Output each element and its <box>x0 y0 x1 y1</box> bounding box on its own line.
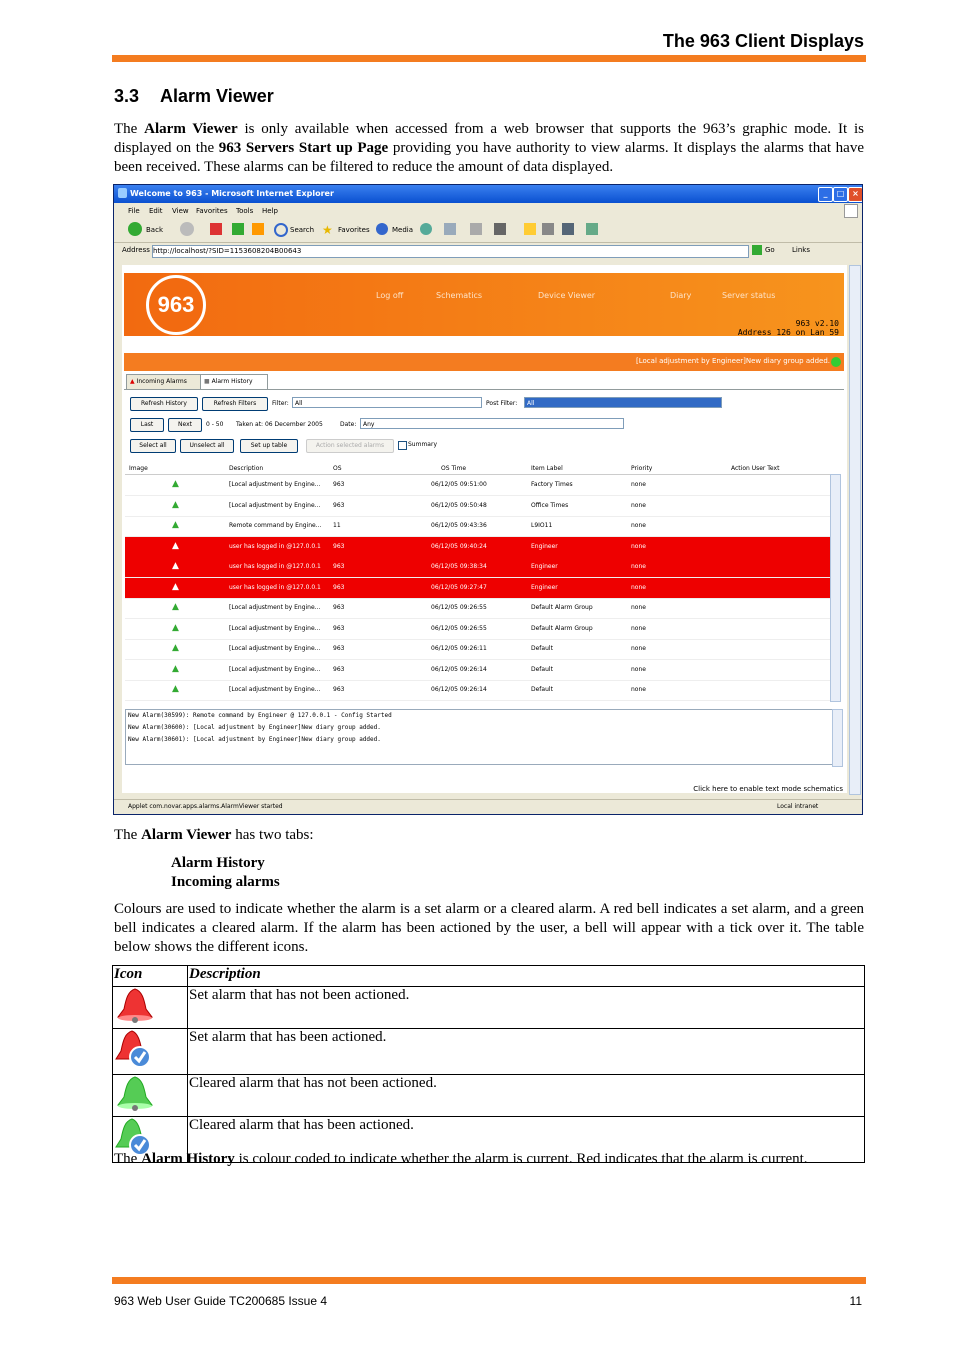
table-scrollbar[interactable] <box>830 474 841 702</box>
select-all-button[interactable]: Select all <box>130 439 176 453</box>
taken-at-label: Taken at: 06 December 2005 <box>236 421 323 428</box>
research-icon[interactable] <box>562 223 574 235</box>
go-icon[interactable] <box>752 245 762 255</box>
console-line: New Alarm(30599): Remote command by Engineer @ 127.0.0.1 - Config Started <box>128 712 392 719</box>
cell-desc: Remote command by Engine... <box>229 522 322 529</box>
cell-os: 963 <box>333 583 345 591</box>
intro-paragraph: The Alarm Viewer is only available when accessed from a web browser that supports the 963’s graphic mode. It is displayed on the 963 Servers Start up Page providing you have authority to view alarms. It displays the alarms that have been received. These alarms can be filtered to reduce the amount of data displayed. <box>114 121 864 175</box>
header-rule <box>112 55 866 62</box>
cell-os: 963 <box>333 563 345 570</box>
date-label: Date: <box>340 421 357 428</box>
folder-icon[interactable] <box>524 223 536 235</box>
go-label[interactable]: Go <box>765 246 775 254</box>
refresh-icon[interactable] <box>232 223 244 235</box>
alarm-status-bar <box>124 353 844 371</box>
menu-help[interactable]: Help <box>262 207 278 215</box>
status-dot-icon <box>831 357 841 367</box>
table-row[interactable] <box>125 496 830 517</box>
banner-white-strip <box>124 336 844 351</box>
tab-name-incoming-alarms: Incoming alarms <box>171 874 280 890</box>
console-line: New Alarm(30600): [Local adjustment by Engineer]New diary group added. <box>128 724 381 731</box>
cell-item: Default Alarm Group <box>531 624 593 632</box>
footer-rule <box>112 1277 866 1284</box>
tab-name-alarm-history: Alarm History <box>171 855 265 871</box>
table-row[interactable] <box>125 557 830 578</box>
red-bell-icon <box>114 987 156 1023</box>
cell-item: Factory Times <box>531 481 573 488</box>
red-bell-icon: ▲ <box>172 540 179 551</box>
green-bell-icon: ▲ <box>172 684 179 694</box>
red-bell-tick-icon <box>114 1029 156 1069</box>
cell-item: Office Times <box>531 501 569 509</box>
col-os-time[interactable]: OS Time <box>441 465 467 472</box>
cell-desc: [Local adjustment by Engine... <box>229 645 321 652</box>
media-label[interactable]: Media <box>392 226 414 234</box>
browser-window-screenshot <box>113 184 863 815</box>
cell-desc: [Local adjustment by Engine... <box>229 501 321 509</box>
post-filter-label: Post Filter: <box>486 400 518 407</box>
table-row[interactable] <box>125 537 830 558</box>
set-up-table-button[interactable]: Set up table <box>240 439 298 453</box>
bell-icon: ▲ <box>130 378 135 385</box>
window-title: Welcome to 963 - Microsoft Internet Explorer <box>130 189 334 198</box>
cell-time: 06/12/05 09:26:11 <box>431 645 487 652</box>
discuss-icon[interactable] <box>586 223 598 235</box>
post-filter-select[interactable]: All <box>524 397 722 408</box>
cell-item: Default <box>531 645 553 652</box>
summary-label: Summary <box>408 441 437 448</box>
cell-item: L9IO11 <box>531 522 553 529</box>
app-banner <box>124 273 844 336</box>
section-number: 3.3 <box>114 86 140 106</box>
icon-table <box>112 965 865 1163</box>
cell-pri: none <box>631 686 646 693</box>
red-bell-icon: ▲ <box>172 561 179 571</box>
cell-pri: none <box>631 501 646 509</box>
date-select[interactable]: Any <box>360 418 624 429</box>
summary-checkbox[interactable] <box>398 441 407 450</box>
footer-doc-title: 963 Web User Guide TC200685 Issue 4 <box>114 1294 328 1308</box>
cell-time: 06/12/05 09:26:55 <box>431 624 487 632</box>
browser-status-bar <box>114 799 862 815</box>
nav-server-status[interactable]: Server status <box>722 291 776 300</box>
address-input[interactable]: http://localhost/?SID=1153608204B00643 <box>152 245 749 258</box>
table-row[interactable] <box>125 619 830 640</box>
cell-item: Engineer <box>531 583 558 591</box>
table-row[interactable] <box>125 578 830 599</box>
zone-label: Local intranet <box>777 803 819 810</box>
page-scrollbar[interactable] <box>849 265 861 795</box>
console-scrollbar[interactable] <box>832 709 843 767</box>
maximize-icon[interactable]: □ <box>833 187 848 202</box>
cell-time: 06/12/05 09:26:14 <box>431 686 487 693</box>
green-bell-icon <box>114 1075 156 1111</box>
cell-desc: user has logged in @127.0.0.1 <box>229 542 321 550</box>
applet-status: Applet com.novar.apps.alarms.AlarmViewer started <box>128 803 283 810</box>
window-titlebar <box>114 185 862 203</box>
running-header: The 963 Client Displays <box>662 31 864 51</box>
nav-device-viewer[interactable]: Device Viewer <box>538 291 596 300</box>
tab-incoming-alarms[interactable]: ▲ Incoming Alarms <box>126 374 202 389</box>
text-mode-link[interactable]: Click here to enable text mode schematics <box>693 785 843 793</box>
filter-select[interactable]: All <box>292 397 482 408</box>
icon-description: Cleared alarm that has not been actioned. <box>188 1075 865 1117</box>
colours-paragraph: Colours are used to indicate whether the alarm is a set alarm or a cleared alarm. A red bell indicates a set alarm, and a green bell indicates a cleared alarm. If the alarm has been actioned by the user, a bell will appear with a tick over it. The table below shows the different icons. <box>114 901 864 955</box>
action-selected-button[interactable]: Action selected alarms <box>306 439 394 453</box>
table-row[interactable] <box>125 475 830 496</box>
menu-file[interactable]: File <box>128 207 140 215</box>
cell-pri: none <box>631 645 646 652</box>
refresh-history-button[interactable]: Refresh History <box>130 397 198 411</box>
col-description[interactable]: Description <box>229 465 264 472</box>
address-bar <box>114 243 862 259</box>
icon-cell <box>113 1075 188 1117</box>
green-bell-icon: ▲ <box>172 520 179 530</box>
cell-time: 06/12/05 09:26:55 <box>431 604 487 611</box>
table-row <box>113 1029 865 1075</box>
icon-description: Cleared alarm that has been actioned. <box>188 1117 865 1163</box>
menu-bar <box>114 204 862 218</box>
cell-os: 963 <box>333 481 345 488</box>
web-content <box>122 265 847 793</box>
icon-cell <box>113 1029 188 1075</box>
page-number: 11 <box>849 1294 862 1308</box>
cell-item: Default <box>531 686 553 693</box>
nav-diary[interactable]: Diary <box>670 291 692 300</box>
table-header <box>125 464 830 475</box>
tabs-intro: The Alarm Viewer has two tabs: <box>114 827 314 843</box>
cell-pri: none <box>631 522 646 529</box>
cell-pri: none <box>631 665 646 673</box>
last-button[interactable]: Last <box>130 418 164 432</box>
windows-flag-icon <box>844 204 858 218</box>
mail-icon[interactable] <box>444 223 456 235</box>
icon-description: Set alarm that has been actioned. <box>188 1029 865 1075</box>
range-label: 0 - 50 <box>206 421 224 428</box>
cell-item: Engineer <box>531 563 558 570</box>
cell-desc: [Local adjustment by Engine... <box>229 624 321 632</box>
cell-item: Engineer <box>531 542 558 550</box>
alarm-table <box>125 464 830 700</box>
close-icon[interactable]: × <box>848 187 863 202</box>
latest-alarm-message: [Local adjustment by Engineer]New diary group added. <box>636 357 830 365</box>
col-priority[interactable]: Priority <box>631 465 653 472</box>
cell-desc: [Local adjustment by Engine... <box>229 665 321 673</box>
col-action-user-text[interactable]: Action User Text <box>731 465 780 472</box>
cell-desc: [Local adjustment by Engine... <box>229 604 321 611</box>
red-bell-icon: ▲ <box>172 581 179 592</box>
cell-time: 06/12/05 09:27:47 <box>431 583 487 591</box>
next-button[interactable]: Next <box>168 418 202 432</box>
links-label[interactable]: Links <box>792 246 810 254</box>
col-item-label[interactable]: Item Label <box>531 465 563 472</box>
cell-os: 963 <box>333 686 345 693</box>
ie-icon <box>118 188 127 198</box>
description-col-header: Description <box>188 966 865 987</box>
cell-pri: none <box>631 542 646 550</box>
cell-desc: user has logged in @127.0.0.1 <box>229 563 321 570</box>
menu-view[interactable]: View <box>172 207 189 215</box>
menu-tools[interactable]: Tools <box>236 207 254 215</box>
history-tab-icon: ■ <box>204 378 210 385</box>
table-row[interactable] <box>125 639 830 660</box>
cell-os: 11 <box>333 522 341 529</box>
nav-logoff[interactable]: Log off <box>376 291 404 300</box>
print-icon[interactable] <box>470 223 482 235</box>
cell-time: 06/12/05 09:51:00 <box>431 481 487 488</box>
green-bell-icon: ▲ <box>172 643 179 653</box>
cell-os: 963 <box>333 501 345 509</box>
back-label[interactable]: Back <box>146 226 163 234</box>
col-image[interactable]: Image <box>129 465 148 472</box>
favorites-label[interactable]: Favorites <box>338 226 370 234</box>
cell-pri: none <box>631 481 646 488</box>
cell-item: Default <box>531 665 553 673</box>
cell-os: 963 <box>333 604 345 611</box>
version-info <box>738 319 839 337</box>
table-row <box>113 987 865 1029</box>
icon-description: Set alarm that has not been actioned. <box>188 987 865 1029</box>
menu-edit[interactable]: Edit <box>149 207 163 215</box>
address-label: Address <box>122 246 150 254</box>
tab-divider <box>124 389 844 390</box>
nav-schematics[interactable]: Schematics <box>436 291 483 300</box>
cell-pri: none <box>631 563 646 570</box>
table-row[interactable] <box>125 598 830 619</box>
section-title: Alarm Viewer <box>160 86 274 106</box>
menu-favorites[interactable]: Favorites <box>196 207 228 215</box>
stop-icon[interactable] <box>210 223 222 235</box>
search-label[interactable]: Search <box>290 226 315 234</box>
alarm-console <box>125 709 843 765</box>
media-icon[interactable] <box>376 223 388 235</box>
icon-cell <box>113 987 188 1029</box>
963-logo: 963 <box>146 275 206 335</box>
table-row <box>113 1075 865 1117</box>
cell-desc: [Local adjustment by Engine... <box>229 481 321 488</box>
tab-alarm-history[interactable]: ■ Alarm History <box>200 374 268 389</box>
refresh-filters-button[interactable]: Refresh Filters <box>202 397 268 411</box>
filter-label: Filter: <box>272 400 289 407</box>
col-os[interactable]: OS <box>333 465 342 472</box>
search-icon[interactable] <box>274 223 288 237</box>
history-icon[interactable] <box>420 223 432 235</box>
green-bell-icon: ▲ <box>172 602 179 612</box>
cell-time: 06/12/05 09:38:34 <box>431 563 487 570</box>
icon-table-header <box>113 966 865 987</box>
green-bell-icon: ▲ <box>172 663 179 674</box>
cell-desc: user has logged in @127.0.0.1 <box>229 583 321 591</box>
home-icon[interactable] <box>252 223 264 235</box>
unselect-all-button[interactable]: Unselect all <box>180 439 234 453</box>
back-icon[interactable] <box>128 222 142 236</box>
cell-item: Default Alarm Group <box>531 604 593 611</box>
cell-pri: none <box>631 624 646 632</box>
section-heading <box>114 86 274 107</box>
icon-col-header: Icon <box>113 966 188 987</box>
green-bell-icon: ▲ <box>172 622 179 633</box>
cell-os: 963 <box>333 624 345 632</box>
cell-os: 963 <box>333 645 345 652</box>
cell-desc: [Local adjustment by Engine... <box>229 686 321 693</box>
table-row[interactable] <box>125 516 830 537</box>
favorites-icon[interactable]: ★ <box>322 223 333 237</box>
history-paragraph: The Alarm History is colour coded to indicate whether the alarm is current. Red indicates that the alarm is current. <box>114 1151 808 1167</box>
version-label: 963 v2.10 <box>795 319 839 328</box>
forward-icon[interactable] <box>180 222 194 236</box>
cell-time: 06/12/05 09:43:36 <box>431 522 487 529</box>
minimize-icon[interactable]: _ <box>818 187 833 202</box>
table-row[interactable] <box>125 660 830 681</box>
edit-icon[interactable] <box>494 223 506 235</box>
table-row[interactable] <box>125 680 830 701</box>
cell-pri: none <box>631 583 646 591</box>
cell-os: 963 <box>333 665 345 673</box>
cell-os: 963 <box>333 542 345 550</box>
console-line: New Alarm(30601): [Local adjustment by Engineer]New diary group added. <box>128 736 381 743</box>
cell-time: 06/12/05 09:50:48 <box>431 501 487 509</box>
cell-time: 06/12/05 09:40:24 <box>431 542 487 550</box>
browser-toolbar <box>114 218 862 243</box>
green-bell-icon: ▲ <box>172 499 179 510</box>
address-info: Address 126 on Lan 59 <box>737 328 839 337</box>
green-bell-icon: ▲ <box>172 479 179 489</box>
messenger-icon[interactable] <box>542 223 554 235</box>
cell-time: 06/12/05 09:26:14 <box>431 665 487 673</box>
cell-pri: none <box>631 604 646 611</box>
